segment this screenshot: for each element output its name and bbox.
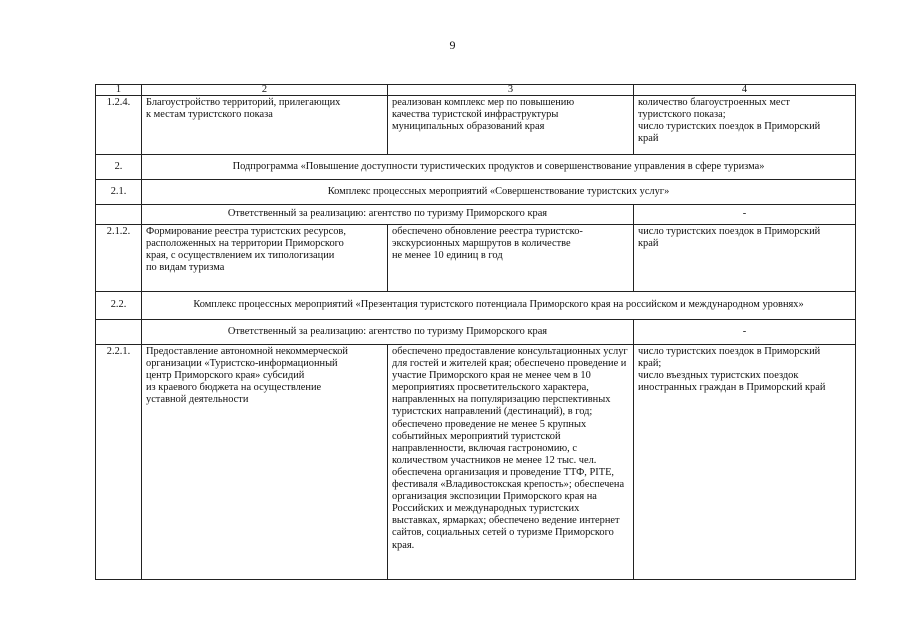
complex-title: Комплекс процессных мероприятий «Презентация туристского потенциала Приморского края на российском и международном уровнях» — [142, 292, 856, 320]
row-number: 2. — [96, 155, 142, 180]
complex-title: Комплекс процессных мероприятий «Совершенствование туристских услуг» — [142, 180, 856, 205]
table-row — [96, 345, 856, 580]
responsible-dash: - — [634, 205, 856, 225]
responsible-dash: - — [634, 320, 856, 345]
activity-result: обеспечено предоставление консультационных услуг для гостей и жителей края; обеспечено проведение и участие Приморского края не менее чем в 10 мероприятиях просветительского характера, направленных на популяризацию перспективных туристских направлений (дестинаций), в год; обеспечено проведение не менее 5 крупных событийных мероприятий туристской направленности, включая гастрономию, с количеством участников не менее 12 тыс. чел. обеспечена организация и проведение ТТФ, PITE, фестиваля «Владивостокская крепость»; обеспечена организация экспозиции Приморского края на Российских и международных туристских выставках, ярмарках; обеспечено ведение интернет сайтов, социальных сетей о туризме Приморского края. — [388, 345, 634, 580]
row-number: 2.2.1. — [96, 345, 142, 580]
activity-indicator: число туристских поездок в Приморский край — [634, 225, 856, 292]
row-number: 2.2. — [96, 292, 142, 320]
table-row — [96, 292, 856, 320]
row-number: 1.2.4. — [96, 96, 142, 155]
activity-indicator: число туристских поездок в Приморский край; число въездных туристских поездок иностранных граждан в Приморский край — [634, 345, 856, 580]
responsible-text: Ответственный за реализацию: агентство по туризму Приморского края — [142, 205, 634, 225]
empty-cell — [96, 320, 142, 345]
table-header-row — [96, 85, 856, 96]
activity-indicator: количество благоустроенных мест туристского показа; число туристских поездок в Приморский край — [634, 96, 856, 155]
row-number: 2.1.2. — [96, 225, 142, 292]
page-number: 9 — [449, 38, 456, 52]
table-row — [96, 180, 856, 205]
activity-name: Формирование реестра туристских ресурсов, расположенных на территории Приморского края, с осуществлением их типологизации по видам туризма — [142, 225, 388, 292]
table-row — [96, 320, 856, 345]
empty-cell — [96, 205, 142, 225]
table-row — [96, 96, 856, 155]
activity-name: Предоставление автономной некоммерческой организации «Туристско-информационный центр Приморского края» субсидий из краевого бюджета на осуществление уставной деятельности — [142, 345, 388, 580]
header-col-4: 4 — [634, 85, 856, 96]
table-row — [96, 225, 856, 292]
header-col-1: 1 — [96, 85, 142, 96]
activities-table — [95, 84, 856, 580]
responsible-text: Ответственный за реализацию: агентство по туризму Приморского края — [142, 320, 634, 345]
activity-result: реализован комплекс мер по повышению качества туристской инфраструктуры муниципальных образований края — [388, 96, 634, 155]
header-col-2: 2 — [142, 85, 388, 96]
activity-result: обеспечено обновление реестра туристско- экскурсионных маршрутов в количестве не менее 10 единиц в год — [388, 225, 634, 292]
activity-name: Благоустройство территорий, прилегающих к местам туристского показа — [142, 96, 388, 155]
subprogram-title: Подпрограмма «Повышение доступности туристических продуктов и совершенствование управления в сфере туризма» — [142, 155, 856, 180]
row-number: 2.1. — [96, 180, 142, 205]
table-row — [96, 205, 856, 225]
table-row — [96, 155, 856, 180]
header-col-3: 3 — [388, 85, 634, 96]
